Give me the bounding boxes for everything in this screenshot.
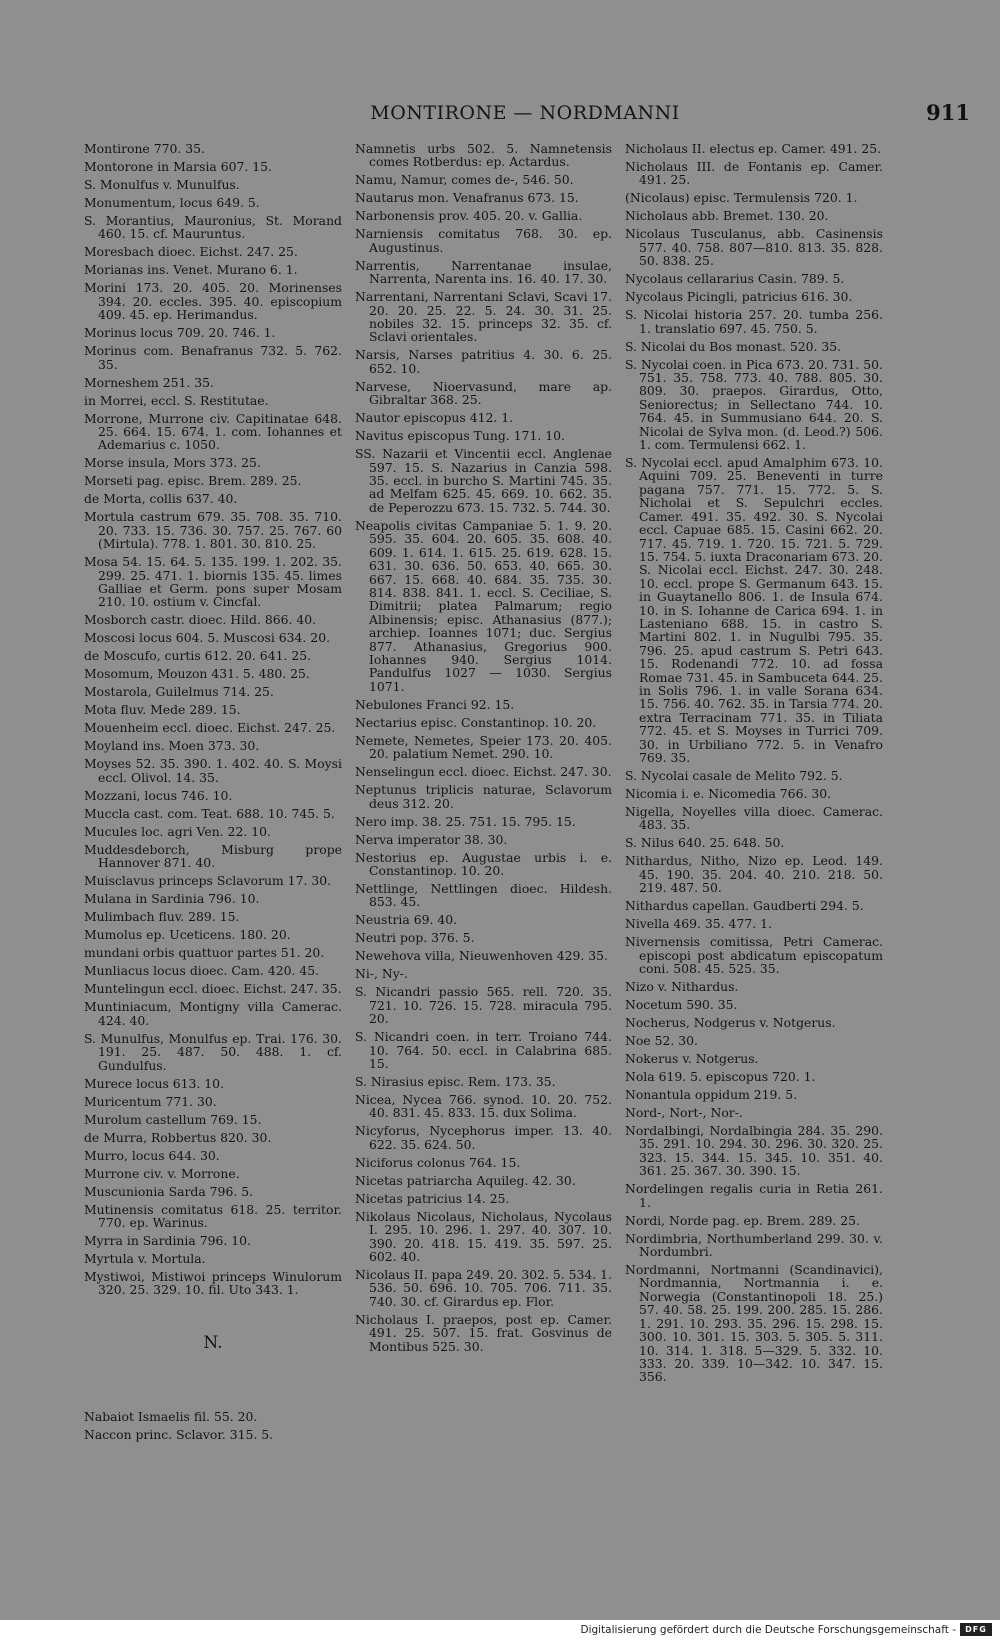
index-entry: Nicholaus abb. Bremet. 130. 20. (625, 208, 829, 224)
index-entry: Myrra in Sardinia 796. 10. (84, 1232, 251, 1248)
index-entry: Nenselingun eccl. dioec. Eichst. 247. 30. (355, 764, 612, 780)
index-entry: Nicolaus II. papa 249. 20. 302. 5. 534. 1. 536. 50. 696. 10. 705. 706. 711. 35. 740. 30. cf. Girardus ep. Flor. (355, 1267, 612, 1309)
index-entry: S. Nicolai du Bos monast. 520. 35. (625, 338, 842, 354)
index-entry: Nigella, Noyelles villa dioec. Camerac. 483. 35. (625, 804, 883, 833)
index-entry: S. Nicandri passio 565. rell. 720. 35. 721. 10. 726. 15. 728. miracula 795. 20. (355, 984, 612, 1027)
index-entry: Nordi, Norde pag. ep. Brem. 289. 25. (625, 1212, 860, 1228)
index-entry: Myrtula v. Mortula. (84, 1250, 206, 1266)
page-number: 911 (926, 100, 970, 125)
index-column-middle (355, 142, 612, 1358)
index-entry: S. Nycolai eccl. apud Amalphim 673. 10. Aquini 709. 25. Beneventi in turre pagana 757. 771. 15. 772. 5. S. Nicholai et S. Sepulchri eccles. Camer. 491. 35. 492. 30. S. Nycolai eccl. Capuae 685. 15. Casini 662. 20. 717. 45. 719. 1. 720. 15. 721. 5. 729. 15. 754. 5. iuxta Draconariam 673. 20. S. Nicolai eccl. Eichst. 247. 30. 248. 10. eccl. prope S. Germanum 643. 15. in Guaytanello 806. 1. de Insula 674. 10. in S. Iohanne de Carica 694. 1. in Lasteniano 688. 15. in castro S. Martini 802. 1. in Nugulbi 795. 35. 796. 25. apud castrum S. Petri 643. 15. Rodenandi 772. 10. ad fossa Romae 731. 45. in Sambuceta 644. 25. in Solis 796. 1. in valle Sorana 634. 15. 756. 40. 762. 35. in Tarsia 774. 20. extra Terracinam 771. 35. in Tiliata 772. 45. et S. Moyses in Turrici 709. 30. in Urbiliano 772. 5. in Venafro 769. 35. (625, 455, 883, 765)
index-entry: Moscosi locus 604. 5. Muscosi 634. 20. (84, 630, 331, 646)
index-entry: Nebulones Franci 92. 15. (355, 696, 515, 712)
index-entry: Nicetas patricius 14. 25. (355, 1190, 510, 1206)
index-entry: Naccon princ. Sclavor. 315. 5. (84, 1427, 274, 1443)
index-entry: S. Nycolai coen. in Pica 673. 20. 731. 50. 751. 35. 758. 773. 40. 788. 805. 30. 809. 30. praepos. Girardus, Otto, Seniorectus; in Sellectano 744. 10. 764. 45. in Summusiano 644. 20. S. Nicolai de Sylva mon. (d. Leod.?) 506. 1. com. Termulensi 662. 1. (625, 356, 883, 453)
index-column-right (625, 142, 883, 1388)
index-entry: Nestorius ep. Augustae urbis i. e. Constantinop. 10. 20. (355, 849, 612, 878)
index-entry: Muddesdeborch, Misburg prope Hannover 871. 40. (84, 841, 342, 871)
index-entry: Murrone civ. v. Morrone. (84, 1165, 240, 1181)
index-entry: Nithardus capellan. Gaudberti 294. 5. (625, 898, 864, 914)
index-entry: Nocetum 590. 35. (625, 997, 738, 1013)
index-entry: Namnetis urbs 502. 5. Namnetensis comes Rotberdus: ep. Actardus. (355, 141, 612, 170)
index-entry: Mulana in Sardinia 796. 10. (84, 891, 260, 907)
index-entry: Nicholaus I. praepos, post ep. Camer. 491. 25. 507. 15. frat. Gosvinus de Montibus 525. 30. (355, 1311, 612, 1354)
index-entry: Nizo v. Nithardus. (625, 979, 739, 995)
index-entry: de Morta, collis 637. 40. (84, 491, 238, 507)
index-entry: de Murra, Robbertus 820. 30. (84, 1129, 272, 1145)
index-entry: S. Munulfus, Monulfus ep. Trai. 176. 30. 191. 25. 487. 50. 488. 1. cf. Gundulfus. (84, 1030, 342, 1073)
index-entry: Mucules loc. agri Ven. 22. 10. (84, 823, 271, 839)
index-entry: S. Monulfus v. Munulfus. (84, 177, 240, 192)
index-entry: Morinus locus 709. 20. 746. 1. (84, 325, 276, 341)
index-entry: Nicolaus Tusculanus, abb. Casinensis 577. 40. 758. 807—810. 813. 35. 828. 50. 838. 25. (625, 226, 883, 269)
index-entry: Nocherus, Nodgerus v. Notgerus. (625, 1015, 836, 1031)
index-entry: S. Nilus 640. 25. 648. 50. (625, 835, 785, 851)
index-entry: Neustria 69. 40. (355, 912, 458, 928)
index-entry: Muricentum 771. 30. (84, 1093, 217, 1109)
index-entry: Nabaiot Ismaelis fil. 55. 20. (84, 1409, 258, 1425)
index-entry: Nerva imperator 38. 30. (355, 831, 508, 847)
index-entry: Narrentani, Narrentani Sclavi, Scavi 17. 20. 20. 25. 22. 5. 24. 30. 31. 25. nobiles 32. 15. princeps 32. 35. cf. Sclavi orientales. (355, 289, 612, 345)
index-entry: Nordelingen regalis curia in Retia 261. 1. (625, 1181, 883, 1210)
index-entry: Nicea, Nycea 766. synod. 10. 20. 752. 40. 831. 45. 833. 15. dux Solima. (355, 1092, 612, 1121)
index-entry: Nordmanni, Nortmanni (Scandinavici), Nordmannia, Nortmannia i. e. Norwegia (Constantinopoli 18. 25.) 57. 40. 58. 25. 199. 200. 285. 15. 286. 1. 291. 10. 293. 35. 296. 15. 298. 15. 300. 10. 301. 15. 303. 5. 305. 5. 311. 10. 314. 1. 318. 5—329. 5. 332. 10. 333. 20. 339. 10—342. 10. 347. 15. 356. (625, 1262, 883, 1385)
index-entry: Mozzani, locus 746. 10. (84, 787, 233, 803)
index-entry: Muntelingun eccl. dioec. Eichst. 247. 35. (84, 981, 342, 997)
section-letter: N. (203, 1332, 223, 1353)
index-entry: Nivella 469. 35. 477. 1. (625, 916, 772, 932)
index-entry: Nycolaus Picingli, patricius 616. 30. (625, 289, 853, 305)
index-entry: Munliacus locus dioec. Cam. 420. 45. (84, 963, 320, 979)
index-entry: Nord-, Nort-, Nor-. (625, 1105, 743, 1121)
index-entry: Nokerus v. Notgerus. (625, 1051, 759, 1067)
index-entry: Morini 173. 20. 405. 20. Morinenses 394. 20. eccles. 395. 40. episcopium 409. 45. ep. Herimandus. (84, 280, 342, 323)
index-entry: Nicholaus II. electus ep. Camer. 491. 25. (625, 141, 882, 156)
index-entry: S. Nicolai historia 257. 20. tumba 256. 1. translatio 697. 45. 750. 5. (625, 307, 883, 336)
index-entry: Murolum castellum 769. 15. (84, 1111, 262, 1127)
index-entry: Neutri pop. 376. 5. (355, 930, 475, 946)
index-entry: S. Morantius, Mauronius, St. Morand 460. 15. cf. Mauruntus. (84, 213, 342, 242)
index-entry: Moyses 52. 35. 390. 1. 402. 40. S. Moysi eccl. Olivol. 14. 35. (84, 756, 342, 785)
index-entry: Morinus com. Benafranus 732. 5. 762. 35. (84, 343, 342, 372)
index-entry: Mosa 54. 15. 64. 5. 135. 199. 1. 202. 35. 299. 25. 471. 1. biornis 135. 45. limes Galliae et Germ. pons super Mosam 210. 10. ostium v. Cincfal. (84, 554, 342, 610)
page-title: MONTIRONE — NORDMANNI (370, 102, 680, 124)
index-entry: Nautarus mon. Venafranus 673. 15. (355, 190, 579, 206)
index-entry: Mystiwoi, Mistiwoi princeps Winulorum 320. 25. 329. 10. fil. Uto 343. 1. (84, 1268, 342, 1298)
index-entry: Muntiniacum, Montigny villa Camerac. 424. 40. (84, 999, 342, 1028)
index-entry: Niciforus colonus 764. 15. (355, 1154, 521, 1170)
index-entry: Nettlinge, Nettlingen dioec. Hildesh. 853. 45. (355, 880, 612, 910)
index-entry: Mutinensis comitatus 618. 25. territor. 770. ep. Warinus. (84, 1201, 342, 1230)
index-entry: Nordimbria, Northumberland 299. 30. v. Nordumbri. (625, 1230, 883, 1260)
index-entry: Nordalbingi, Nordalbingia 284. 35. 290. 35. 291. 10. 294. 30. 296. 30. 320. 25. 323. 15. 344. 15. 345. 10. 351. 40. 361. 25. 367. 30. 390. 15. (625, 1123, 883, 1179)
index-entry: Monumentum, locus 649. 5. (84, 195, 260, 210)
index-entry: Nautor episcopus 412. 1. (355, 410, 514, 426)
index-entry: Morneshem 251. 35. (84, 374, 214, 390)
index-entry: Nycolaus cellararius Casin. 789. 5. (625, 271, 845, 287)
index-entry: Nonantula oppidum 219. 5. (625, 1087, 798, 1103)
index-entry: Mosomum, Mouzon 431. 5. 480. 25. (84, 666, 310, 682)
funding-credit: Digitalisierung gefördert durch die Deutsche Forschungsgemeinschaft - (580, 1624, 956, 1636)
index-entry: Morianas ins. Venet. Murano 6. 1. (84, 262, 298, 278)
index-entry: (Nicolaus) episc. Termulensis 720. 1. (625, 190, 858, 206)
index-entry: Murece locus 613. 10. (84, 1075, 225, 1091)
index-entry: Neptunus triplicis naturae, Sclavorum deus 312. 20. (355, 782, 612, 811)
index-entry: S. Nirasius episc. Rem. 173. 35. (355, 1074, 556, 1089)
index-entry: S. Nicandri coen. in terr. Troiano 744. 10. 764. 50. eccl. in Calabrina 685. 15. (355, 1029, 612, 1071)
index-entry: S. Nycolai casale de Melito 792. 5. (625, 768, 843, 783)
index-entry: Mortula castrum 679. 35. 708. 35. 710. 20. 733. 15. 736. 30. 757. 25. 767. 60 (Mirtula). 778. 1. 801. 30. 810. 25. (84, 509, 342, 552)
index-entry: Mouenheim eccl. dioec. Eichst. 247. 25. (84, 720, 336, 736)
index-entry: Nivernensis comitissa, Petri Camerac. episcopi post abdicatum episcopatum coni. 508. 45. 525. 35. (625, 934, 883, 977)
index-entry: Morseti pag. episc. Brem. 289. 25. (84, 473, 302, 489)
running-header (80, 96, 970, 136)
index-entry: Nemete, Nemetes, Speier 173. 20. 405. 20. palatium Nemet. 290. 10. (355, 732, 612, 762)
index-entry: Noe 52. 30. (625, 1033, 698, 1049)
index-entry: Nicetas patriarcha Aquileg. 42. 30. (355, 1172, 576, 1188)
index-entry: Newehova villa, Nieuwenhoven 429. 35. (355, 948, 608, 964)
index-entry: Nero imp. 38. 25. 751. 15. 795. 15. (355, 813, 576, 829)
index-entry: Ni-, Ny-. (355, 966, 408, 982)
index-column-left (84, 142, 342, 1446)
index-entry: Narvese, Nioervasund, mare ap. Gibraltar 368. 25. (355, 378, 612, 408)
index-entry: Narbonensis prov. 405. 20. v. Gallia. (355, 208, 583, 224)
dfg-logo: DFG (960, 1623, 992, 1636)
index-entry: mundani orbis quattuor partes 51. 20. (84, 945, 325, 961)
index-entry: Moresbach dioec. Eichst. 247. 25. (84, 244, 298, 260)
footer-bar (0, 1620, 1000, 1641)
index-entry: Nithardus, Nitho, Nizo ep. Leod. 149. 45. 190. 35. 204. 40. 210. 218. 50. 219. 487. 50. (625, 853, 883, 896)
index-entry: Mota fluv. Mede 289. 15. (84, 702, 241, 718)
index-entry: Muccla cast. com. Teat. 688. 10. 745. 5. (84, 805, 335, 821)
index-entry: Muisclavus princeps Sclavorum 17. 30. (84, 873, 332, 889)
index-entry: Namu, Namur, comes de-, 546. 50. (355, 172, 574, 188)
index-entry: Montirone 770. 35. (84, 141, 205, 156)
index-entry: Neapolis civitas Campaniae 5. 1. 9. 20. 595. 35. 604. 20. 605. 35. 608. 40. 609. 1. 614. 1. 615. 25. 619. 628. 15. 631. 30. 636. 50. 653. 40. 665. 30. 667. 15. 668. 40. 684. 35. 735. 30. 814. 838. 841. 1. eccl. S. Ceciliae, S. Dimitrii; platea Palmarum; regio Albinensis; episc. Athanasius (877.); archiep. Ioannes 1071; duc. Sergius 877. Athanasius, Gregorius 900. Iohannes 940. Sergius 1014. Pandulfus 1027 — 1030. Sergius 1071. (355, 517, 612, 694)
index-entry: Murro, locus 644. 30. (84, 1147, 220, 1163)
index-entry: Narsis, Narses patritius 4. 30. 6. 25. 652. 10. (355, 347, 612, 376)
index-entry: de Moscufo, curtis 612. 20. 641. 25. (84, 648, 312, 664)
index-entry: Narrentis, Narrentanae insulae, Narrenta, Narenta ins. 16. 40. 17. 30. (355, 257, 612, 287)
index-entry: Moyland ins. Moen 373. 30. (84, 738, 260, 754)
index-entry: Mulimbach fluv. 289. 15. (84, 909, 240, 925)
index-entry: Morse insula, Mors 373. 25. (84, 455, 261, 471)
index-entry: Nola 619. 5. episcopus 720. 1. (625, 1069, 816, 1085)
index-entry: Muscunionia Sarda 796. 5. (84, 1183, 254, 1199)
index-entry: Montorone in Marsia 607. 15. (84, 159, 272, 174)
index-entry: SS. Nazarii et Vincentii eccl. Anglenae 597. 15. S. Nazarius in Canzia 598. 35. eccl. in burcho S. Martini 745. 35. ad Melfam 625. 45. 669. 10. 662. 35. de Peperozzu 673. 15. 732. 5. 744. 30. (355, 446, 612, 515)
index-entry: Nicyforus, Nycephorus imper. 13. 40. 622. 35. 624. 50. (355, 1123, 612, 1152)
index-entry: Navitus episcopus Tung. 171. 10. (355, 428, 565, 444)
index-entry: Nectarius episc. Constantinop. 10. 20. (355, 714, 597, 730)
index-entry: Nikolaus Nicolaus, Nicholaus, Nycolaus I. 295. 10. 296. 1. 297. 40. 307. 10. 390. 20. 418. 15. 419. 35. 597. 25. 602. 40. (355, 1208, 612, 1265)
index-entry: in Morrei, eccl. S. Restitutae. (84, 392, 269, 408)
index-entry: Mumolus ep. Uceticens. 180. 20. (84, 927, 291, 943)
index-entry: Morrone, Murrone civ. Capitinatae 648. 25. 664. 15. 674. 1. com. Iohannes et Ademarius c. 1050. (84, 410, 342, 453)
index-entry: Nicholaus III. de Fontanis ep. Camer. 491. 25. (625, 159, 883, 188)
index-entry: Mostarola, Guilelmus 714. 25. (84, 684, 274, 700)
index-entry: Narniensis comitatus 768. 30. ep. Augustinus. (355, 226, 612, 255)
index-entry: Mosborch castr. dioec. Hild. 866. 40. (84, 612, 317, 628)
index-entry: Nicomia i. e. Nicomedia 766. 30. (625, 786, 832, 801)
